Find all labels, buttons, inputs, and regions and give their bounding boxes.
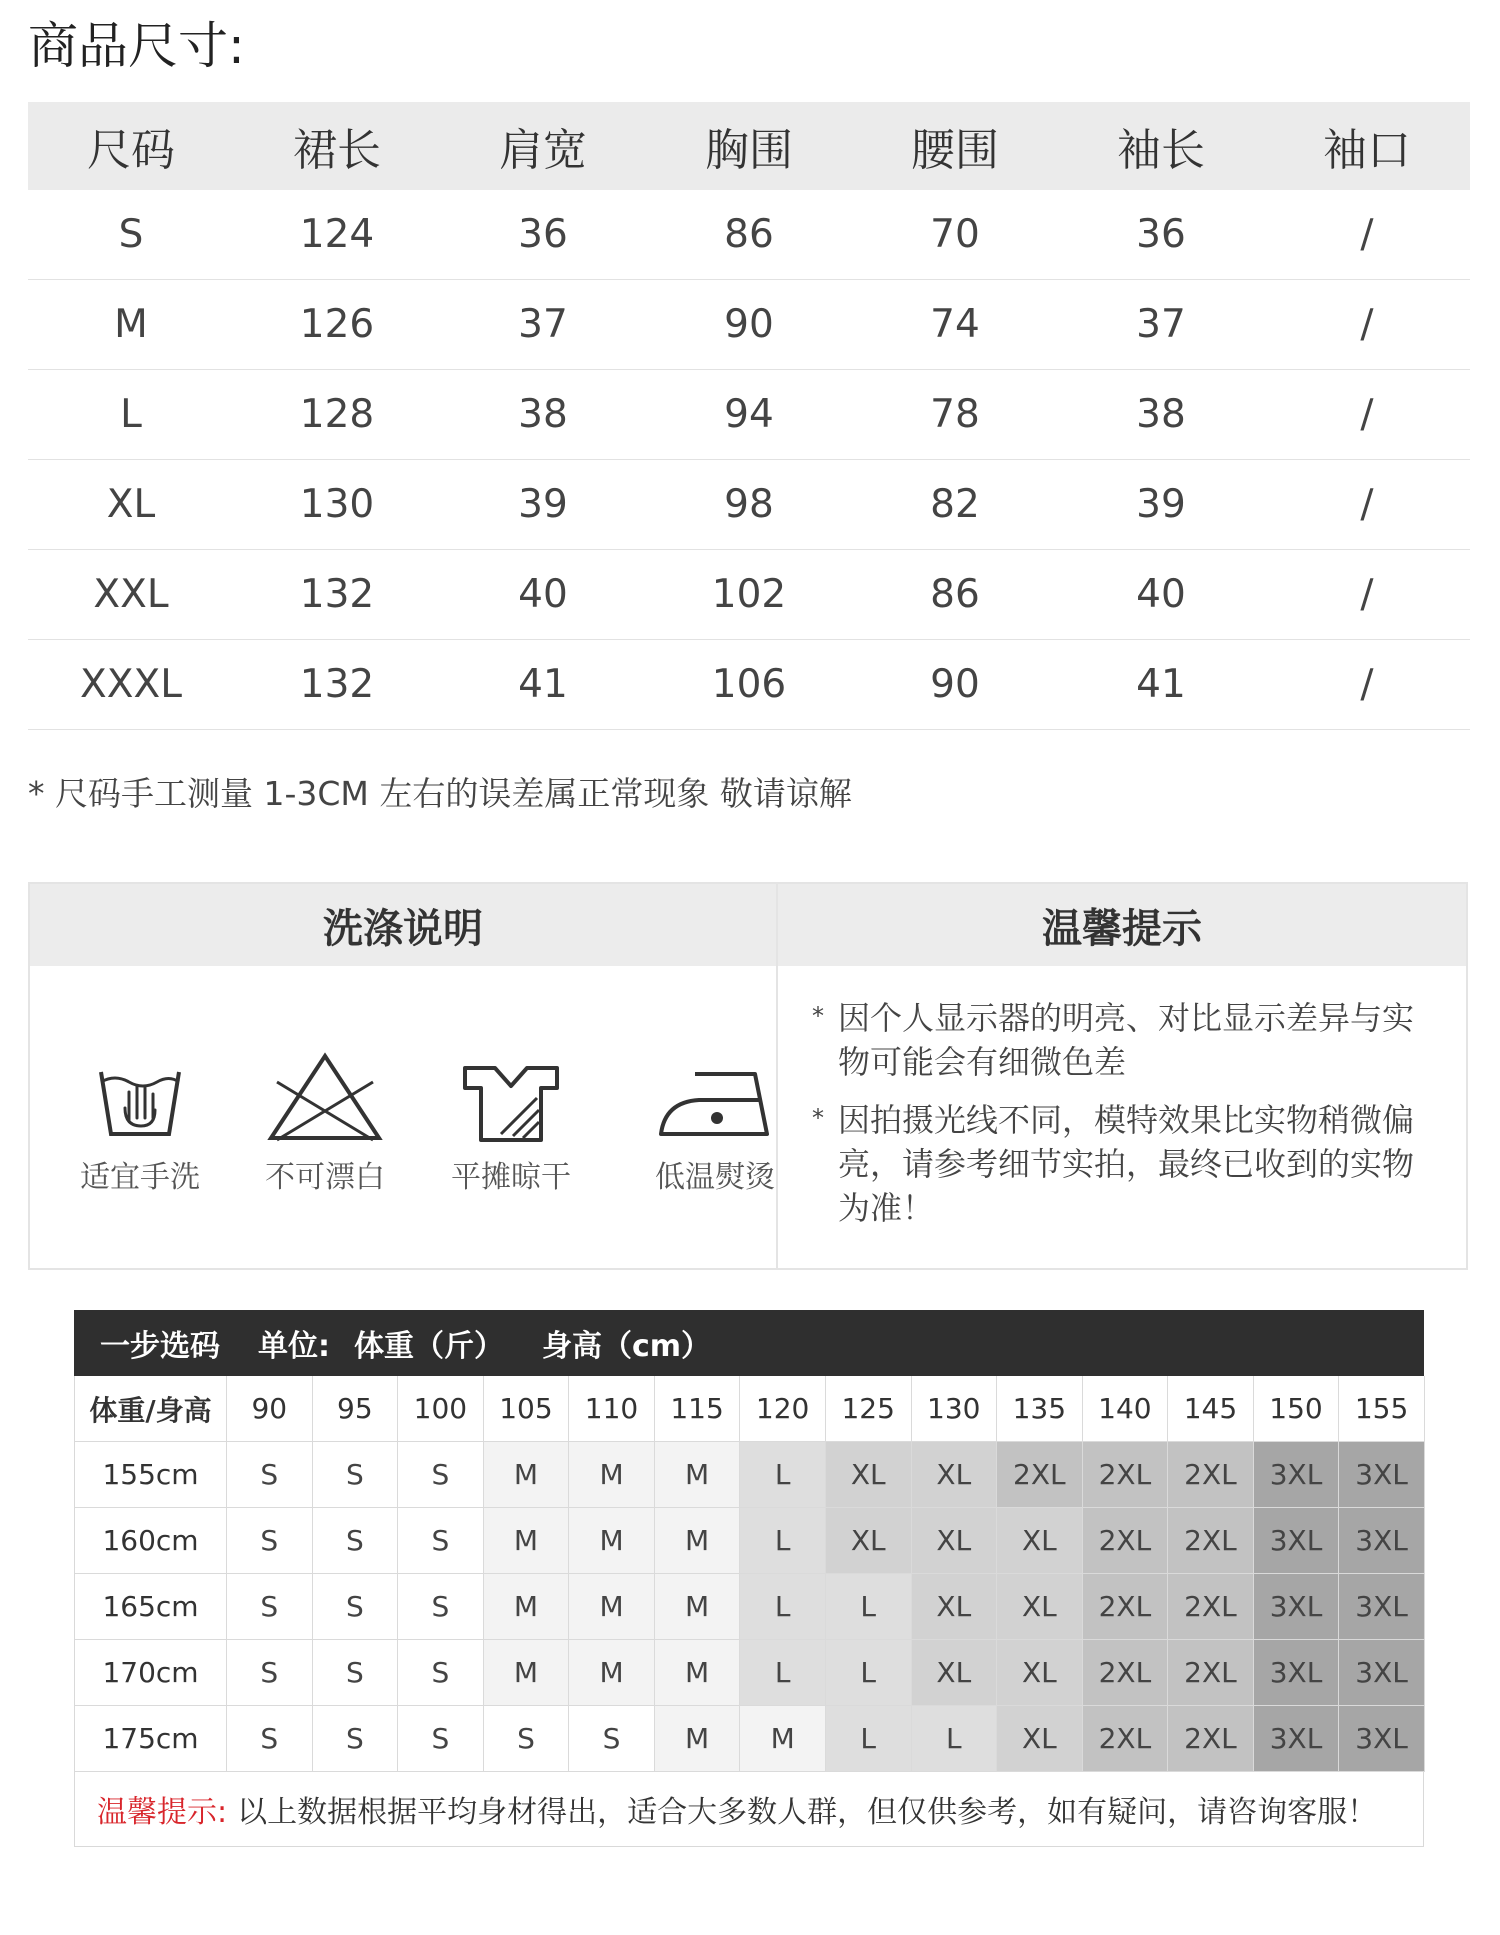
size-cell: 106	[711, 662, 787, 707]
weight-header: 110	[569, 1376, 655, 1442]
size-cell: 39	[1136, 482, 1186, 527]
care-panel	[28, 882, 1468, 1270]
size-cell: S	[227, 1574, 313, 1640]
size-cell: S	[398, 1508, 484, 1574]
height-label: 175cm	[75, 1706, 227, 1772]
weight-header: 150	[1254, 1376, 1340, 1442]
header-cell: 裙长	[293, 125, 381, 176]
size-cell: 3XL	[1339, 1640, 1425, 1706]
size-cell: L	[120, 392, 142, 437]
size-cell: S	[398, 1640, 484, 1706]
size-cell: XL	[826, 1442, 912, 1508]
size-cell: XL	[912, 1640, 998, 1706]
size-cell: 82	[930, 482, 980, 527]
size-cell: XL	[912, 1574, 998, 1640]
size-cell: 2XL	[1083, 1574, 1169, 1640]
size-cell: 2XL	[1083, 1640, 1169, 1706]
size-cell: 86	[724, 212, 774, 257]
size-cell: S	[313, 1442, 399, 1508]
measurement-note: * 尺码手工测量 1-3CM 左右的误差属正常现象 敬请谅解	[28, 774, 852, 813]
size-table-body	[28, 190, 1470, 730]
tip-text: 因拍摄光线不同，模特效果比实物稍微偏亮，请参考细节实拍，最终已收到的实物为准！	[838, 1101, 1415, 1227]
size-cell: 2XL	[1168, 1508, 1254, 1574]
quick-select-footer	[74, 1772, 1424, 1847]
size-cell: 3XL	[1254, 1640, 1340, 1706]
size-cell: S	[484, 1706, 570, 1772]
size-row	[28, 550, 1470, 640]
size-cell: M	[569, 1640, 655, 1706]
size-cell: L	[826, 1574, 912, 1640]
size-cell: M	[484, 1640, 570, 1706]
size-cell: M	[484, 1508, 570, 1574]
size-cell: 2XL	[1168, 1706, 1254, 1772]
wash-label: 不可漂白	[265, 1160, 385, 1195]
size-cell: S	[227, 1442, 313, 1508]
size-cell: 132	[299, 662, 375, 707]
size-cell: 128	[299, 392, 375, 437]
size-cell: 90	[930, 662, 980, 707]
weight-header: 145	[1168, 1376, 1254, 1442]
size-cell: 94	[724, 392, 774, 437]
size-cell: M	[114, 302, 148, 347]
size-cell: S	[313, 1574, 399, 1640]
size-cell: 130	[299, 482, 375, 527]
size-cell: L	[912, 1706, 998, 1772]
size-cell: 2XL	[1083, 1442, 1169, 1508]
size-cell: XL	[997, 1508, 1083, 1574]
weight-unit-label: 体重（斤）	[354, 1329, 504, 1364]
wash-instructions-title: 洗涤说明	[30, 884, 778, 966]
size-cell: 126	[299, 302, 375, 347]
size-cell: 132	[299, 572, 375, 617]
size-cell: 41	[1136, 662, 1186, 707]
size-cell: 3XL	[1254, 1442, 1340, 1508]
size-cell: 2XL	[1168, 1574, 1254, 1640]
size-cell: /	[1360, 302, 1374, 347]
size-cell: XL	[826, 1508, 912, 1574]
quick-select-header	[74, 1310, 1424, 1376]
size-cell: 40	[1136, 572, 1186, 617]
size-cell: XL	[997, 1706, 1083, 1772]
size-cell: 98	[724, 482, 774, 527]
size-cell: S	[313, 1508, 399, 1574]
size-cell: 3XL	[1339, 1574, 1425, 1640]
size-cell: /	[1360, 572, 1374, 617]
size-cell: XL	[106, 482, 156, 527]
wash-label: 适宜手洗	[80, 1160, 200, 1195]
size-cell: 2XL	[997, 1442, 1083, 1508]
size-cell: 90	[724, 302, 774, 347]
tips-list	[778, 966, 1466, 1268]
wash-item	[620, 1066, 810, 1196]
size-cell: 3XL	[1339, 1706, 1425, 1772]
wash-item	[416, 1064, 606, 1196]
size-cell: S	[227, 1706, 313, 1772]
size-cell: M	[655, 1640, 741, 1706]
size-cell: S	[227, 1640, 313, 1706]
wash-label: 低温熨烫	[655, 1160, 775, 1195]
hand-wash-icon	[95, 1064, 185, 1144]
size-cell: 39	[518, 482, 568, 527]
size-cell: S	[569, 1706, 655, 1772]
weight-header: 140	[1083, 1376, 1169, 1442]
header-cell: 袖口	[1323, 125, 1411, 176]
size-cell: L	[826, 1706, 912, 1772]
size-cell: M	[484, 1574, 570, 1640]
quick-select-title: 一步选码	[100, 1329, 220, 1364]
weight-header: 90	[227, 1376, 313, 1442]
size-cell: 78	[930, 392, 980, 437]
size-cell: 3XL	[1339, 1442, 1425, 1508]
header-cell: 腰围	[911, 125, 999, 176]
size-cell: 36	[518, 212, 568, 257]
size-cell: 70	[930, 212, 980, 257]
height-label: 165cm	[75, 1574, 227, 1640]
size-cell: 41	[518, 662, 568, 707]
size-cell: XL	[997, 1574, 1083, 1640]
size-cell: S	[118, 212, 144, 257]
size-cell: XL	[912, 1508, 998, 1574]
header-cell: 袖长	[1117, 125, 1205, 176]
weight-header: 115	[655, 1376, 741, 1442]
size-cell: /	[1360, 482, 1374, 527]
weight-header: 135	[997, 1376, 1083, 1442]
page-title: 商品尺寸:	[28, 17, 245, 75]
height-label: 160cm	[75, 1508, 227, 1574]
size-cell: M	[569, 1574, 655, 1640]
size-cell: L	[740, 1640, 826, 1706]
size-cell: 2XL	[1168, 1640, 1254, 1706]
size-cell: L	[740, 1574, 826, 1640]
size-cell: 2XL	[1083, 1706, 1169, 1772]
dry-flat-icon	[461, 1064, 561, 1144]
wash-label: 平摊晾干	[451, 1160, 571, 1195]
size-cell: 38	[518, 392, 568, 437]
weight-header: 130	[912, 1376, 998, 1442]
size-cell: S	[313, 1706, 399, 1772]
size-cell: M	[655, 1574, 741, 1640]
weight-header: 125	[826, 1376, 912, 1442]
size-cell: 74	[930, 302, 980, 347]
tip-star: *	[812, 1104, 824, 1132]
size-cell: /	[1360, 392, 1374, 437]
size-cell: M	[655, 1508, 741, 1574]
quick-size-selector	[74, 1310, 1424, 1847]
size-cell: M	[569, 1508, 655, 1574]
size-row	[28, 370, 1470, 460]
tip-item	[812, 1098, 1426, 1230]
size-cell: L	[740, 1508, 826, 1574]
size-cell: S	[398, 1574, 484, 1640]
size-row	[28, 640, 1470, 730]
size-cell: 2XL	[1083, 1508, 1169, 1574]
height-unit-label: 身高（cm）	[542, 1329, 712, 1364]
height-label: 170cm	[75, 1640, 227, 1706]
weight-header: 120	[740, 1376, 826, 1442]
weight-header: 105	[484, 1376, 570, 1442]
size-row	[28, 460, 1470, 550]
size-cell: XL	[912, 1442, 998, 1508]
size-cell: L	[826, 1640, 912, 1706]
header-cell: 胸围	[705, 125, 793, 176]
weight-header: 100	[398, 1376, 484, 1442]
size-cell: /	[1360, 662, 1374, 707]
size-cell: XL	[997, 1640, 1083, 1706]
unit-label: 单位:	[258, 1329, 330, 1364]
footer-text: 以上数据根据平均身材得出，适合大多数人群，但仅供参考，如有疑问，请咨询客服！	[237, 1795, 1378, 1830]
size-cell: 37	[518, 302, 568, 347]
quick-select-grid	[74, 1376, 1424, 1772]
size-table-header	[28, 102, 1470, 190]
corner-label: 体重/身高	[75, 1376, 227, 1442]
size-table	[28, 102, 1470, 730]
size-cell: M	[484, 1442, 570, 1508]
tip-item	[812, 996, 1426, 1084]
header-cell: 肩宽	[499, 125, 587, 176]
size-cell: S	[398, 1706, 484, 1772]
wash-icons	[30, 966, 778, 1268]
size-cell: 2XL	[1168, 1442, 1254, 1508]
weight-header: 95	[313, 1376, 399, 1442]
size-cell: 3XL	[1254, 1706, 1340, 1772]
size-cell: 38	[1136, 392, 1186, 437]
low-iron-icon	[655, 1066, 775, 1144]
size-cell: M	[655, 1706, 741, 1772]
size-cell: 3XL	[1254, 1508, 1340, 1574]
tip-star: *	[812, 1002, 824, 1030]
size-cell: S	[227, 1508, 313, 1574]
size-cell: 102	[711, 572, 787, 617]
size-cell: 124	[299, 212, 375, 257]
size-row	[28, 280, 1470, 370]
wash-item	[45, 1064, 235, 1196]
size-cell: 3XL	[1254, 1574, 1340, 1640]
weight-header: 155	[1339, 1376, 1425, 1442]
size-cell: 86	[930, 572, 980, 617]
size-cell: L	[740, 1442, 826, 1508]
size-cell: M	[569, 1442, 655, 1508]
tips-title: 温馨提示	[1042, 905, 1202, 952]
wash-item	[230, 1052, 420, 1196]
size-cell: 37	[1136, 302, 1186, 347]
footer-prefix: 温馨提示:	[97, 1795, 228, 1830]
size-row	[28, 190, 1470, 280]
size-cell: S	[313, 1640, 399, 1706]
size-cell: XXL	[93, 572, 169, 617]
size-cell: S	[398, 1442, 484, 1508]
size-cell: 40	[518, 572, 568, 617]
height-label: 155cm	[75, 1442, 227, 1508]
size-cell: XXXL	[80, 662, 182, 707]
size-cell: M	[740, 1706, 826, 1772]
size-cell: M	[655, 1442, 741, 1508]
size-cell: 36	[1136, 212, 1186, 257]
tip-text: 因个人显示器的明亮、对比显示差异与实物可能会有细微色差	[838, 999, 1415, 1081]
header-cell: 尺码	[87, 125, 175, 176]
size-cell: 3XL	[1339, 1508, 1425, 1574]
no-bleach-icon	[265, 1052, 385, 1144]
size-cell: /	[1360, 212, 1374, 257]
